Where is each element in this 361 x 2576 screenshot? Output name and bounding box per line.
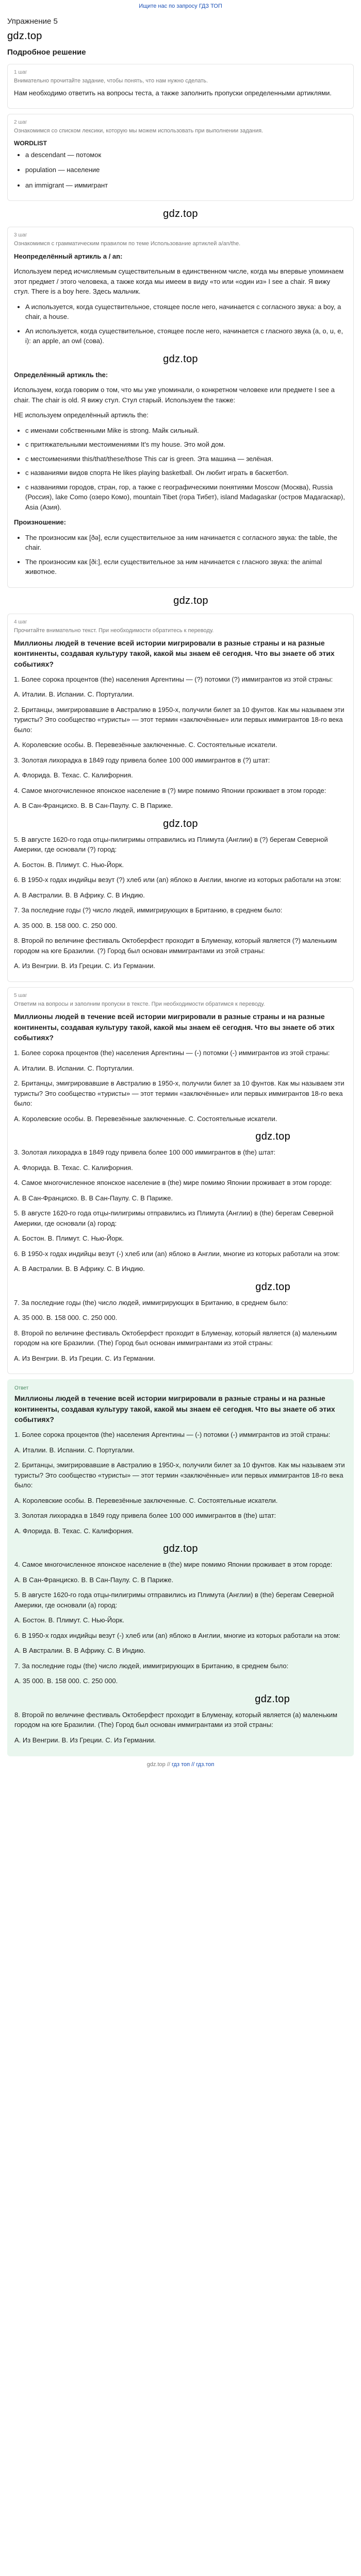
options: A. В Сан-Франциско. B. В Сан-Паулу. C. В Париже. — [14, 802, 173, 810]
exercise-title: Упражнение 5 — [7, 16, 58, 26]
step-description: Ознакомимся со списком лексики, которую мы можем использовать при выполнении задания. — [14, 128, 264, 134]
rule-heading: Неопределённый артикль a / an: — [14, 252, 123, 260]
text-heading: Миллионы людей в течение всей истории мигрировали в разные страны и на разные континенты, создавая культуру такой, какой мы знаем её сегодня. Что вы знаете об этих событиях? — [14, 1012, 335, 1042]
options: A. Из Венгрии. B. Из Греции. C. Из Германии. — [14, 962, 156, 970]
options: A. 35 000. B. 158 000. C. 250 000. — [14, 921, 118, 929]
question: 2. Британцы, эмигрировавшие в Австралию в 1950-х, получили билет за 10 фунтов. Как мы называем эти туристы? Это сообщество «туристы» — этот термин «заключённые» или первых иммигрантов 18-го века было: — [14, 1461, 345, 1489]
rule-item: • An используется, когда существительное, стоящее после него, начинается с гласного звука (a, o, u, e, i): an apple, an owl (сова). — [25, 326, 347, 346]
question: 5. В августе 1620-го года отцы-пилигримы отправились из Плимута (Англии) в (?) берегам Северной Америки, где основали (?) город: — [14, 835, 328, 854]
step-description: Ответим на вопросы и заполним пропуски в тексте. При необходимости обратимся к переводу. — [14, 1001, 265, 1007]
question-list — [14, 1048, 347, 1363]
rule-item: • A используется, когда существительное, стоящее после него, начинается с согласного звука: a boy, a chair, a house. — [25, 302, 347, 322]
step-1-card — [7, 64, 354, 109]
question: 1. Более сорока процентов (the) населения Аргентины — (-) потомки (-) иммигрантов из этой страны: — [14, 1431, 331, 1439]
question: 3. Золотая лихорадка в 1849 году привела более 100 000 иммигрантов в (the) штат: — [14, 1512, 276, 1520]
text-heading: Миллионы людей в течение всей истории мигрировали в разные страны и на разные континенты, создавая культуру такой, какой мы знаем её сегодня. Что вы знаете об этих событиях? — [14, 639, 335, 668]
step-text: Нам необходимо ответить на вопросы теста, а также заполнить пропуски определенными артиклями. — [14, 89, 332, 97]
options: A. 35 000. B. 158 000. C. 250 000. — [14, 1314, 118, 1322]
options: A. Италии. B. Испании. C. Португалии. — [14, 690, 134, 699]
step-description: Ознакомимся с грамматическим правилом по теме Использование артиклей a/an/the. — [14, 241, 241, 247]
options: A. Королевские особы. B. Перевезённые заключенные. C. Состоятельные искатели. — [14, 1496, 278, 1504]
question: 6. В 1950-х годах индийцы везут (-) хлеб или (an) яблоко в Англии, многие из которых работали на этом: — [14, 1631, 340, 1639]
question: 5. В августе 1620-го года отцы-пилигримы отправились из Плимута (Англии) в (the) берегам Северной Америки, где основали (a) город: — [14, 1591, 334, 1609]
question: 1. Более сорока процентов (the) населения Аргентины — (?) потомки (?) иммигрантов из этой страны: — [14, 675, 333, 683]
rule-item: • с местоимениями this/that/these/those This car is green. Эта машина — зелёная. — [25, 454, 347, 464]
rule-item: • с именами собственными Mike is strong. Майк сильный. — [25, 426, 347, 436]
solution-page — [0, 11, 361, 1777]
options: A. Италии. B. Испании. C. Португалии. — [14, 1446, 135, 1454]
options: A. В Австралии. B. В Африку. C. В Индию. — [14, 891, 145, 899]
rule-item: • с названиями видов спорта He likes playing basketball. Он любит играть в баскетбол. — [25, 468, 347, 478]
watermark: gdz.top — [163, 818, 198, 829]
question: 5. В августе 1620-го года отцы-пилигримы отправились из Плимута (Англии) в (the) берегам Северной Америки, где основали (a) город: — [14, 1209, 334, 1227]
rule-list — [14, 533, 347, 577]
watermark: gdz.top — [7, 30, 42, 42]
watermark: gdz.top — [163, 208, 198, 220]
question: 8. Второй по величине фестиваль Октоберфест проходит в Блуменау, который является (?) маленьким городом на юге Бразилии. (?) Город был основан иммигрантами из этой страны: — [14, 937, 337, 955]
step-label: 1 шаг — [14, 69, 27, 75]
step-label: 5 шаг — [14, 992, 27, 998]
options: A. Из Венгрии. B. Из Греции. C. Из Германии. — [14, 1354, 156, 1362]
question: 2. Британцы, эмигрировавшие в Австралию в 1950-х, получили билет за 10 фунтов. Как мы называем эти туристы? Это сообщество «туристы» — этот термин «заключённые» или первых иммигрантов 18-го века было: — [14, 705, 344, 734]
rule-heading: Определённый артикль the: — [14, 370, 108, 379]
answer-card — [7, 1379, 354, 1756]
question: 4. Самое многочисленное японское население в (the) мире помимо Японии проживает в этом городе: — [14, 1179, 332, 1187]
step-5-card — [7, 987, 354, 1374]
step-4-card — [7, 614, 354, 982]
question: 4. Самое многочисленное японское население в (the) мире помимо Японии проживает в этом городе: — [14, 1561, 333, 1569]
rule-text: Используем, когда говорим о том, что мы уже упоминали, о конкретном человеке или предмете I see a chair. The chair is old. Я вижу стул. Стул старый. Используем the также: — [14, 386, 335, 404]
wordlist-item: • a descendant — потомок — [25, 150, 347, 160]
options: A. В Сан-Франциско. B. В Сан-Паулу. C. В Париже. — [14, 1194, 173, 1202]
options: A. 35 000. B. 158 000. C. 250 000. — [14, 1677, 118, 1685]
rule-list — [14, 302, 347, 346]
rule-text: НЕ используем определённый артикль the: — [14, 411, 149, 419]
step-3-card — [7, 227, 354, 587]
question: 2. Британцы, эмигрировавшие в Австралию в 1950-х, получили билет за 10 фунтов. Как мы называем эти туристы? Это сообщество «туристы» — этот термин «заключённые» или первых иммигрантов 18-го века было: — [14, 1079, 344, 1108]
rule-list — [14, 426, 347, 513]
watermark: gdz.top — [173, 595, 208, 606]
options: A. Флорида. B. Техас. C. Калифорния. — [14, 1527, 134, 1535]
footer-separator: // — [167, 1761, 170, 1768]
question: 1. Более сорока процентов (the) населения Аргентины — (-) потомки (-) иммигрантов из этой страны: — [14, 1049, 330, 1057]
question: 8. Второй по величине фестиваль Октоберфест проходит в Блуменау, который является (a) маленьким городом на юге Бразилии. (The) Город был основан иммигрантами из этой страны: — [14, 1710, 338, 1729]
options: A. Королевские особы. B. Перевезённые заключенные. C. Состоятельные искатели. — [14, 1114, 277, 1123]
options: A. В Австралии. B. В Африку. C. В Индию. — [14, 1647, 145, 1655]
question: 6. В 1950-х годах индийцы везут (-) хлеб или (an) яблоко в Англии, многие из которых работали на этом: — [14, 1249, 340, 1258]
options: A. Флорида. B. Техас. C. Калифорния. — [14, 771, 133, 779]
step-label: 3 шаг — [14, 232, 27, 239]
wordlist — [14, 150, 347, 191]
footer-site-link[interactable]: gdz.top — [146, 1761, 166, 1768]
answer-list — [14, 1430, 347, 1745]
step-description: Внимательно прочитайте задание, чтобы понять, что нам нужно сделать. — [14, 77, 208, 84]
wordlist-title: WORDLIST — [14, 139, 47, 147]
watermark: gdz.top — [163, 353, 198, 365]
options: A. Флорида. B. Техас. C. Калифорния. — [14, 1163, 133, 1172]
question: 7. За последние годы (?) число людей, иммигрирующих в Британию, в среднем было: — [14, 906, 283, 914]
question-list — [14, 674, 347, 971]
rule-item: • с названиями городов, стран, гор, а также с географическими понятиями Moscow (Москва), Russia (Россия), lake Como (озеро Комо), mountain Tibet (гора Тибет), island Madagaskar (остров Мадагаскар), Asia (Азия). — [25, 482, 347, 513]
options: A. Королевские особы. B. Перевезённые заключенные. C. Состоятельные искатели. — [14, 741, 277, 749]
watermark: gdz.top — [163, 1543, 198, 1555]
question: 3. Золотая лихорадка в 1849 году привела более 100 000 иммигрантов в (?) штат: — [14, 756, 270, 764]
options: A. Из Венгрии. B. Из Греции. C. Из Германии. — [14, 1736, 156, 1744]
top-search-hint[interactable]: Ищите нас по запросу ГДЗ ТОП — [139, 3, 222, 9]
answer-heading: Миллионы людей в течение всей истории мигрировали в разные страны и на разные континенты, создавая культуру такой, какой мы знаем её сегодня. Что вы знаете об этих событиях? — [14, 1394, 335, 1423]
question: 7. За последние годы (the) число людей, иммигрирующих в Британию, в среднем было: — [14, 1298, 288, 1307]
options: A. Бостон. B. Плимут. C. Нью-Йорк. — [14, 860, 124, 869]
rule-text: Используем перед исчисляемым существительным в единственном числе, когда мы впервые упоминаем этот предмет / этого человека, а также когда мы имеем в виду «то или «один из» I see a chair. Я вижу стул. There is a boy here. Здесь мальчик. — [14, 267, 344, 296]
options: A. В Австралии. B. В Африку. C. В Индию. — [14, 1265, 145, 1273]
step-label: 2 шаг — [14, 120, 27, 126]
options: A. Италии. B. Испании. C. Португалии. — [14, 1064, 134, 1072]
question: 6. В 1950-х годах индийцы везут (?) хлеб или (an) яблоко в Англии, многие из которых работали на этом: — [14, 876, 341, 884]
footer-alt-link[interactable]: гдз топ // гдз.топ — [172, 1761, 215, 1768]
wordlist-item: • population — население — [25, 165, 347, 175]
question: 3. Золотая лихорадка в 1849 году привела более 100 000 иммигрантов в (the) штат: — [14, 1148, 276, 1157]
watermark: gdz.top — [255, 1131, 290, 1143]
question: 8. Второй по величине фестиваль Октоберфест проходит в Блуменау, который является (a) маленьким городом на юге Бразилии. (The) Город был основан иммигрантами из этой страны: — [14, 1329, 337, 1347]
rule-item: • с притяжательными местоимениями It's my house. Это мой дом. — [25, 439, 347, 450]
footer — [7, 1760, 354, 1769]
rule-item: • The произносим как [ði:], если существительное за ним начинается с гласного звука: the animal животное. — [25, 557, 347, 577]
answer-label: Ответ — [14, 1385, 29, 1392]
watermark: gdz.top — [255, 1281, 290, 1293]
step-label: 4 шаг — [14, 619, 27, 625]
watermark: gdz.top — [255, 1693, 290, 1705]
section-title: Подробное решение — [7, 48, 86, 57]
step-2-card — [7, 114, 354, 201]
wordlist-item: • an immigrant — иммигрант — [25, 180, 347, 191]
question: 7. За последние годы (the) число людей, иммигрирующих в Британию, в среднем было: — [14, 1662, 289, 1670]
options: A. В Сан-Франциско. B. В Сан-Паулу. C. В Париже. — [14, 1575, 174, 1584]
options: A. Бостон. B. Плимут. C. Нью-Йорк. — [14, 1616, 124, 1624]
rule-item: • The произносим как [ðə], если существительное за ним начинается с согласного звука: the table, the chair. — [25, 533, 347, 553]
rule-heading: Произношение: — [14, 518, 66, 527]
options: A. Бостон. B. Плимут. C. Нью-Йорк. — [14, 1234, 124, 1243]
step-description: Прочитайте внимательно текст. При необходимости обратитесь к переводу. — [14, 627, 214, 634]
question: 4. Самое многочисленное японское население в (?) мире помимо Японии проживает в этом городе: — [14, 786, 326, 794]
